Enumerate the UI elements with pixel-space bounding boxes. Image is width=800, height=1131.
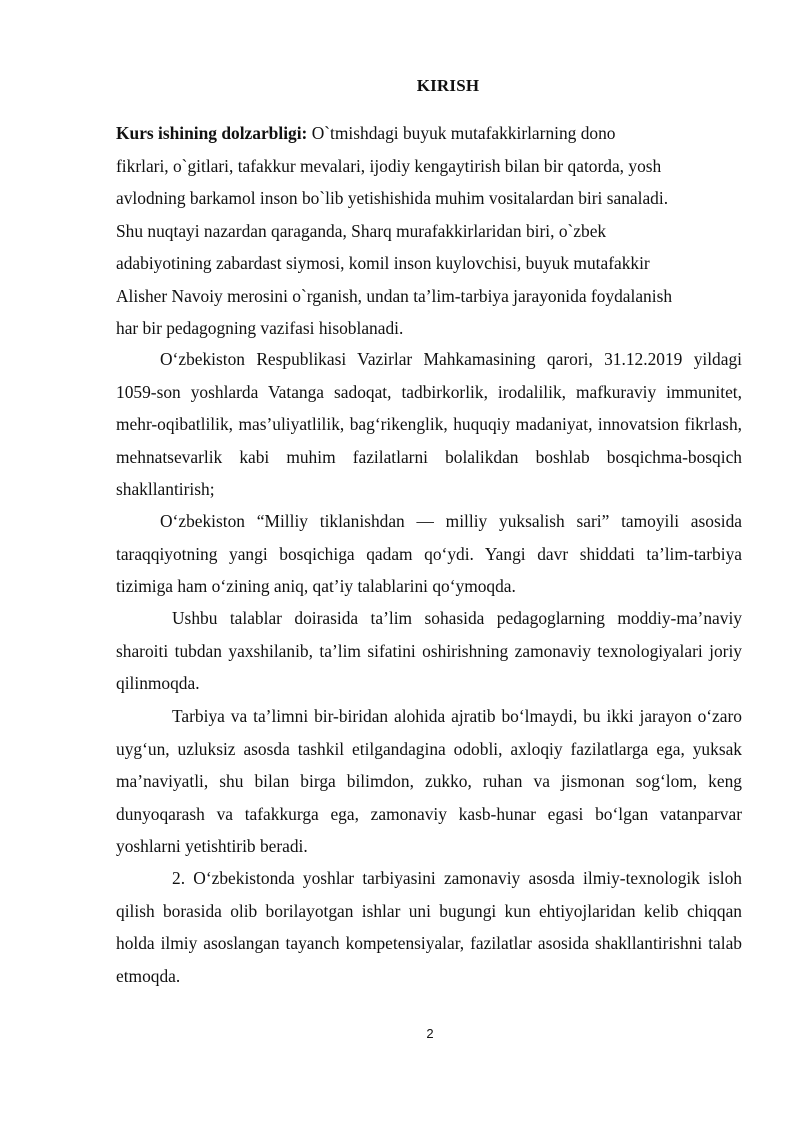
relevance-lead: Kurs ishining dolzarbligi: bbox=[116, 123, 308, 143]
relevance-text: O`tmishdagi buyuk mutafakkirlarning dono fikrlari, o`gitlari, tafakkur mevalari, ijodiy kengaytirish bilan bir qatorda, yosh avlodning barkamol inson bo`lib yetishishida muhim vositalardan biri sanaladi. Shu nuqtayi nazardan qaraganda, Sharq murafakkirlaridan biri, o`zbek adabiyotining zabardast siymosi, komil inson kuylovchisi, buyuk mutafakkir Alisher Navoiy merosini o`rganish, undan ta’lim-tarbiya jarayonida foydalanish har bir pedagogning vazifasi hisoblanadi. bbox=[116, 123, 673, 338]
paragraph-relevance bbox=[116, 117, 746, 345]
paragraph-upbringing: Tarbiya va ta’limni bir-biridan alohida ajratib bo‘lmaydi, bu ikki jarayon o‘zaro uyg‘un, uzluksiz asosda tashkil etilgandagina odobli, axloqiy fazilatlarga ega, yuksak ma’naviyatli, shu bilan birga bilimdon, zukko, ruhan va jismonan sog‘lom, keng dunyoqarash va tafakkurga ega, zamonaviy kasb-hunar egasi bo‘lgan vatanparvar yoshlarni yetishtirib beradi. bbox=[116, 706, 742, 856]
page-number: 2 bbox=[426, 1026, 434, 1041]
paragraph-resolution: O‘zbekiston Respublikasi Vazirlar Mahkamasining qarori, 31.12.2019 yildagi 1059-son yoshlarda Vatanga sadoqat, tadbirkorlik, irodalilik, mafkuraviy immunitet, mehr-oqibatlilik, mas’uliyatlilik, bag‘rikenglik, huquqiy madaniyat, innovatsion fikrlash, mehnatsevarlik kabi muhim fazilatlarni bolalikdan boshlab bosqichma-bosqich shakllantirish; bbox=[116, 349, 742, 499]
paragraph-requirements: Ushbu talablar doirasida ta’lim sohasida pedagoglarning moddiy-ma’naviy sharoiti tubdan yaxshilanib, ta’lim sifatini oshirishning zamonaviy texnologiyalari joriy qilinmoqda. bbox=[116, 608, 742, 693]
page-title: KIRISH bbox=[416, 76, 480, 95]
paragraph-reform: 2. O‘zbekistonda yoshlar tarbiyasini zamonaviy asosda ilmiy-texnologik isloh qilish borasida olib borilayotgan ishlar uni bugungi kun ehtiyojlaridan kelib chiqqan holda ilmiy asoslangan tayanch kompetensiyalar, fazilatlar asosida shakllantirishni talab etmoqda. bbox=[116, 868, 742, 986]
paragraph-national-revival: O‘zbekiston “Milliy tiklanishdan — milliy yuksalish sari” tamoyili asosida taraqqiyotning yangi bosqichiga qadam qo‘ydi. Yangi davr shiddati ta’lim-tarbiya tizimiga ham o‘zining aniq, qat’iy talablarini qo‘ymoqda. bbox=[116, 511, 742, 596]
